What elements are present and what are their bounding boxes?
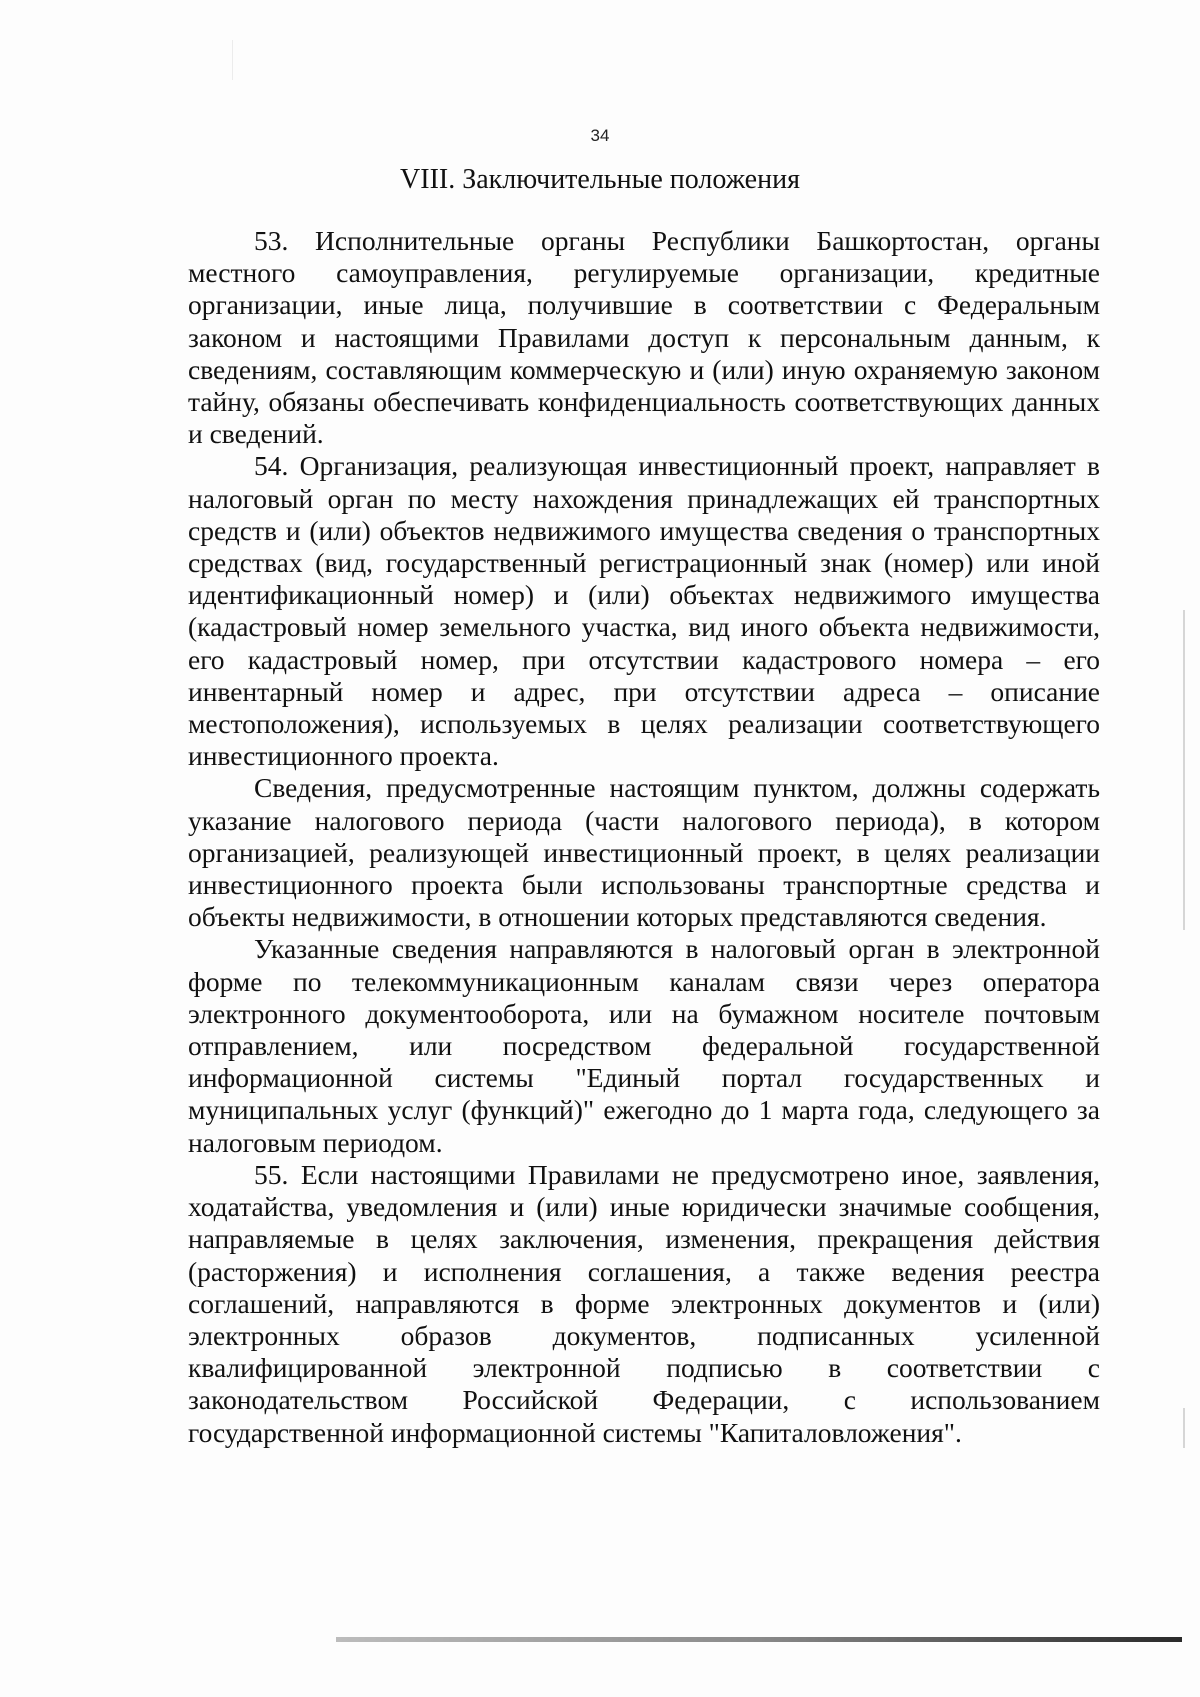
paragraph-55: 55. Если настоящими Правилами не предусмотрено иное, заявления, ходатайства, уведомления и (или) иные юридически значимые сообщения, направляемые в целях заключения, изменения, прекращения действия (расторжения) и исполнения соглашения, а также ведения реестра соглашений, направляются в форме электронных документов и (или) электронных образов документов, подписанных усиленной квалифицированной электронной подписью в соответствии с законодательством Российской Федерации, с использованием государственной информационной системы "Капиталовложения". [188,1158,1100,1448]
paragraph-54: 54. Организация, реализующая инвестиционный проект, направляет в налоговый орган по месту нахождения принадлежащих ей транспортных средств и (или) объектов недвижимого имущества сведения о транспортных средствах (вид, государственный регистрационный знак (номер) или иной идентификационный номер) и (или) объектах недвижимого имущества (кадастровый номер земельного участка, вид иного объекта недвижимости, его кадастровый номер, при отсутствии кадастрового номера – его инвентарный номер и адрес, при отсутствии адреса – описание местоположения), используемых в целях реализации соответствующего инвестиционного проекта. [188,450,1100,772]
body-text [188,225,1100,1449]
paragraph-54-submission: Указанные сведения направляются в налоговый орган в электронной форме по телекоммуникационным каналам связи через оператора электронного документооборота, или на бумажном носителе почтовым отправлением, или посредством федеральной государственной информационной системы "Единый портал государственных и муниципальных услуг (функций)" ежегодно до 1 марта года, следующего за налоговым периодом. [188,933,1100,1158]
paragraph-53: 53. Исполнительные органы Республики Башкортостан, органы местного самоуправления, регулируемые организации, кредитные организации, иные лица, получившие в соответствии с Федеральным законом и настоящими Правилами доступ к персональным данным, к сведениям, составляющим коммерческую и (или) иную охраняемую законом тайну, обязаны обеспечивать конфиденциальность соответствующих данных и сведений. [188,225,1100,450]
scan-artifact-top [232,40,233,80]
scan-artifact-right-lower [1183,1408,1185,1448]
bottom-rule [336,1637,1182,1642]
section-title: VIII. Заключительные положения [400,164,800,195]
scan-artifact-right [1183,610,1185,930]
paragraph-54-details: Сведения, предусмотренные настоящим пунктом, должны содержать указание налогового периода (части налогового периода), в котором организацией, реализующей инвестиционный проект, в целях реализации инвестиционного проекта были использованы транспортные средства и объекты недвижимости, в отношении которых представляются сведения. [188,772,1100,933]
page-number: 34 [590,126,610,145]
